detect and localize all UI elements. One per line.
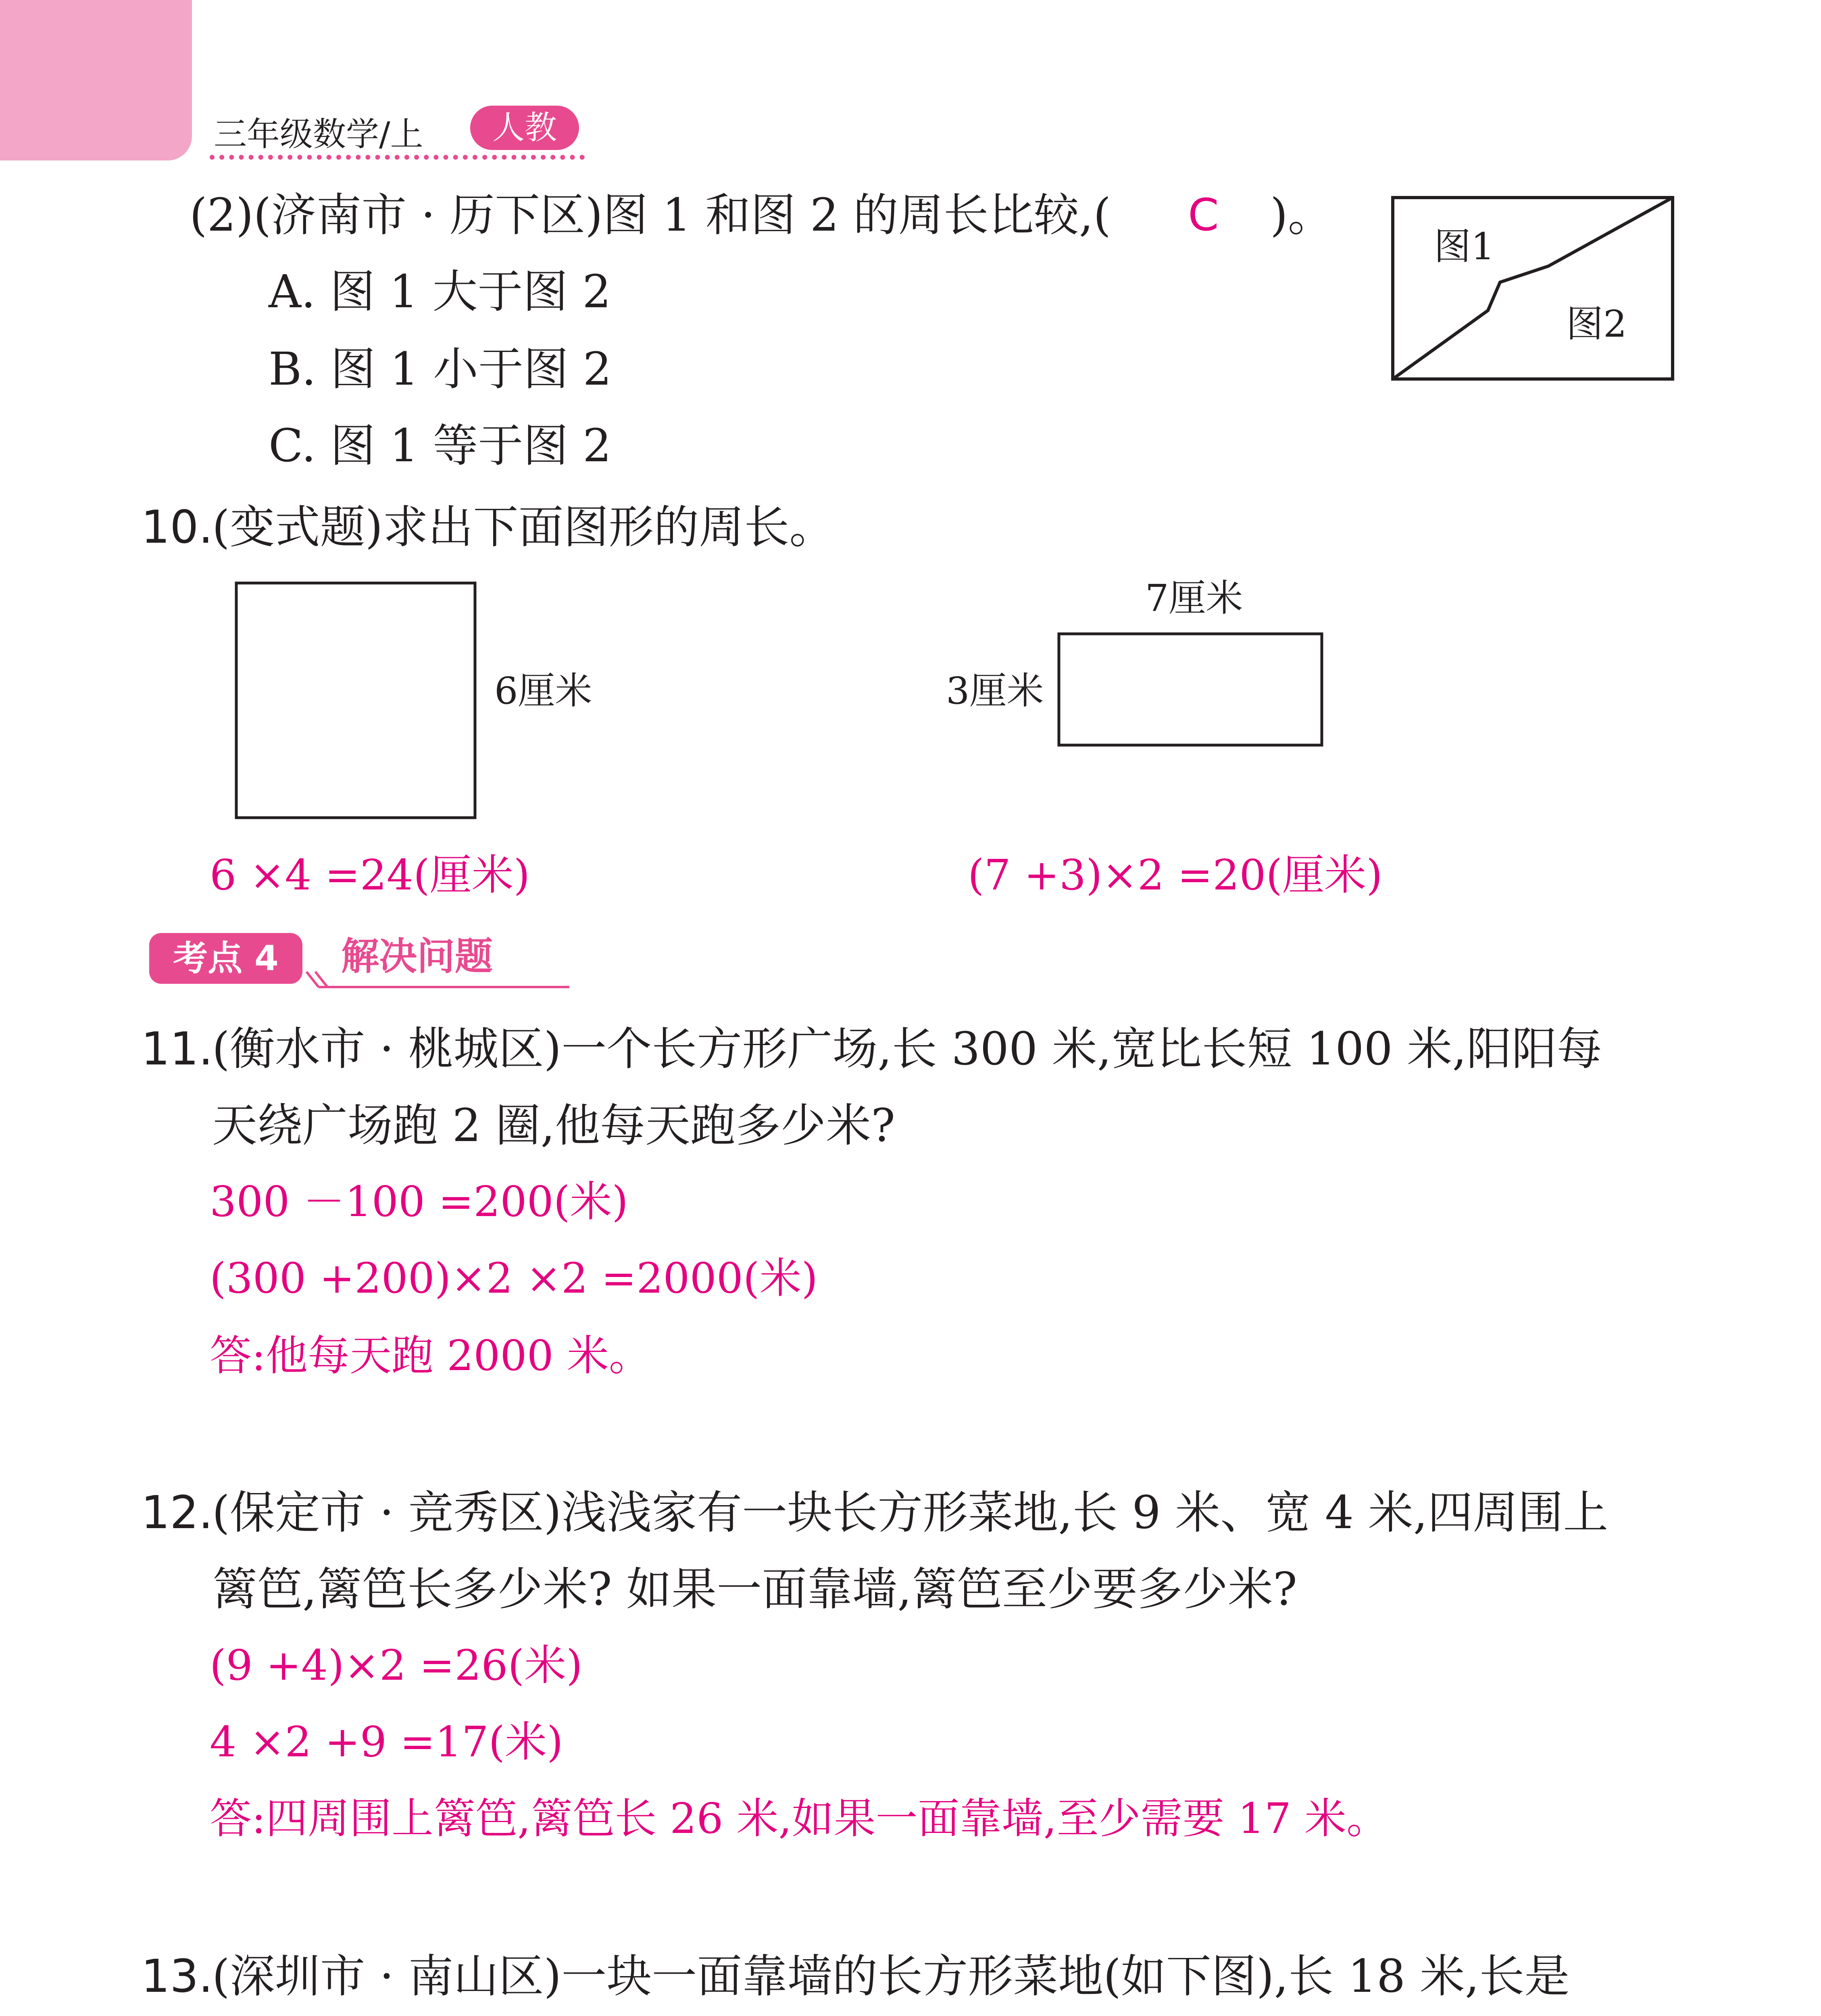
q9-2-answer: C — [1188, 189, 1219, 241]
q11-ans2: (300 +200)×2 ×2 =2000(米) — [210, 1254, 818, 1303]
q9-fig-label-1: 图1 — [1434, 225, 1495, 268]
q12-number: 12. — [141, 1487, 213, 1539]
q10-rect-side-label: 3厘米 — [946, 669, 1044, 712]
q10-number: 10. — [141, 501, 213, 554]
q9-2-option-b: B. 图 1 小于图 2 — [269, 343, 612, 396]
q12-ans1: (9 +4)×2 =26(米) — [210, 1641, 583, 1690]
header-subject: 三年级数学/上 — [214, 115, 423, 154]
q12-ans2: 4 ×2 +9 =17(米) — [210, 1717, 563, 1766]
q11-line2: 天绕广场跑 2 圈,他每天跑多少米? — [212, 1100, 896, 1152]
q10-answer-right: (7 +3)×2 =20(厘米) — [968, 850, 1383, 900]
q10-square-label: 6厘米 — [494, 669, 592, 712]
q13-number: 13. — [141, 1950, 213, 2003]
q12-ans3: 答:四周围上篱笆,篱笆长 26 米,如果一面靠墙,至少需要 17 米。 — [210, 1794, 1389, 1843]
q9-fig-label-2: 图2 — [1566, 302, 1627, 346]
section-title: 解决问题 — [341, 935, 493, 979]
q10-answer-left: 6 ×4 =24(厘米) — [210, 850, 530, 900]
section-badge: 考点 4 — [149, 933, 302, 984]
q11-number: 11. — [141, 1023, 213, 1075]
q10-rectangle — [1059, 634, 1322, 745]
q10-text: (变式题)求出下面图形的周长。 — [212, 501, 835, 554]
q9-2-option-c: C. 图 1 等于图 2 — [269, 420, 612, 472]
q10-rect-top-label: 7厘米 — [1145, 577, 1243, 620]
q9-2-close: )。 — [1270, 189, 1333, 242]
q11-ans3: 答:他每天跑 2000 米。 — [210, 1331, 651, 1380]
q12-line2: 篱笆,篱笆长多少米? 如果一面靠墙,篱笆至少要多少米? — [212, 1563, 1297, 1616]
q11-line1: (衡水市 · 桃城区)一个长方形广场,长 300 米,宽比长短 100 米,阳阳每 — [212, 1023, 1602, 1075]
q11-ans1: 300 －100 =200(米) — [210, 1177, 628, 1226]
header-badge: 人教 — [470, 106, 579, 150]
q9-2-text: (2)(济南市 · 历下区)图 1 和图 2 的周长比较,( — [190, 189, 1111, 242]
q10-square — [236, 583, 475, 818]
q9-2-option-a: A. 图 1 大于图 2 — [269, 266, 611, 318]
q13-line1: (深圳市 · 南山区)一块一面靠墙的长方形菜地(如下图),长 18 米,长是 — [212, 1950, 1570, 2003]
q12-line1: (保定市 · 竞秀区)浅浅家有一块长方形菜地,长 9 米、宽 4 米,四周围上 — [212, 1487, 1608, 1539]
